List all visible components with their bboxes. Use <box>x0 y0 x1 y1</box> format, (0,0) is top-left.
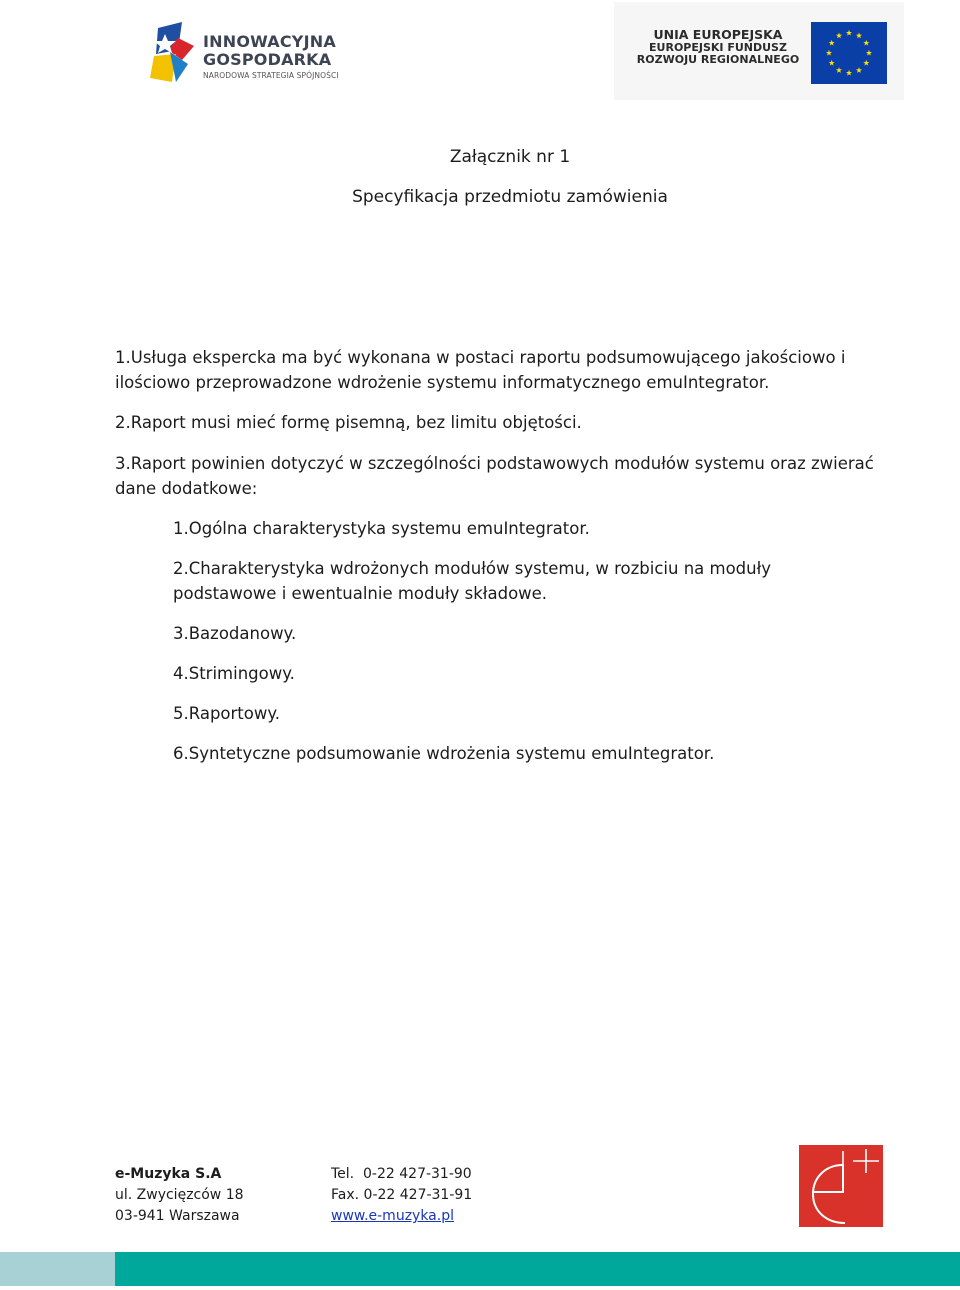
sub-list-item: 5.Raportowy. <box>173 704 281 723</box>
footer-street: ul. Zwycięzców 18 <box>115 1187 244 1203</box>
spec-title: Specyfikacja przedmiotu zamówienia <box>352 187 668 207</box>
footer-bar-light <box>0 1252 115 1286</box>
footer-fax: Fax. 0-22 427-31-91 <box>331 1187 473 1203</box>
footer-contact <box>331 1164 472 1227</box>
footer-bar-teal <box>115 1252 960 1286</box>
logo-line3: NARODOWA STRATEGIA SPÓJNOŚCI <box>203 71 339 80</box>
sub-list-item: 1.Ogólna charakterystyka systemu emuIntegrator. <box>173 519 590 538</box>
annex-title: Załącznik nr 1 <box>449 147 571 167</box>
footer-tel: Tel. 0-22 427-31-90 <box>331 1166 472 1182</box>
footer-company: e-Muzyka S.A <box>115 1166 222 1182</box>
footer-website-link[interactable]: www.e-muzyka.pl <box>331 1208 454 1224</box>
star-logo-icon <box>148 20 198 86</box>
innowacyjna-gospodarka-logo <box>148 20 358 86</box>
sub-list-item: 2.Charakterystyka wdrożonych modułów systemu, w rozbiciu na moduły podstawowe i ewentualnie moduły składowe. <box>173 559 772 603</box>
e-muzyka-logo <box>799 1145 883 1227</box>
logo-line1: INNOWACYJNA <box>203 32 336 51</box>
footer-city: 03-941 Warszawa <box>115 1208 240 1224</box>
sub-list-item: 3.Bazodanowy. <box>173 624 297 643</box>
list-item: 3.Raport powinien dotyczyć w szczególności podstawowych modułów systemu oraz zwierać dane dodatkowe: <box>115 454 874 498</box>
eu-flag-icon <box>811 22 887 84</box>
sub-list-item: 4.Strimingowy. <box>173 664 295 683</box>
e-plus-icon <box>799 1145 883 1227</box>
sub-list-item: 6.Syntetyczne podsumowanie wdrożenia systemu emuIntegrator. <box>173 744 715 763</box>
logo-line2: GOSPODARKA <box>203 50 332 69</box>
eu-logo-line3: ROZWOJU REGIONALNEGO <box>636 52 800 66</box>
eu-logo-line2: EUROPEJSKI FUNDUSZ <box>649 40 787 54</box>
footer-address <box>115 1164 244 1227</box>
eu-logo-line1: UNIA EUROPEJSKA <box>653 27 783 42</box>
list-item: 2.Raport musi mieć formę pisemną, bez limitu objętości. <box>115 413 582 432</box>
eu-fund-logo <box>614 2 904 100</box>
list-item: 1.Usługa ekspercka ma być wykonana w postaci raportu podsumowującego jakościowo i ilościowo przeprowadzone wdrożenie systemu informatycznego emuIntegrator. <box>115 348 846 392</box>
